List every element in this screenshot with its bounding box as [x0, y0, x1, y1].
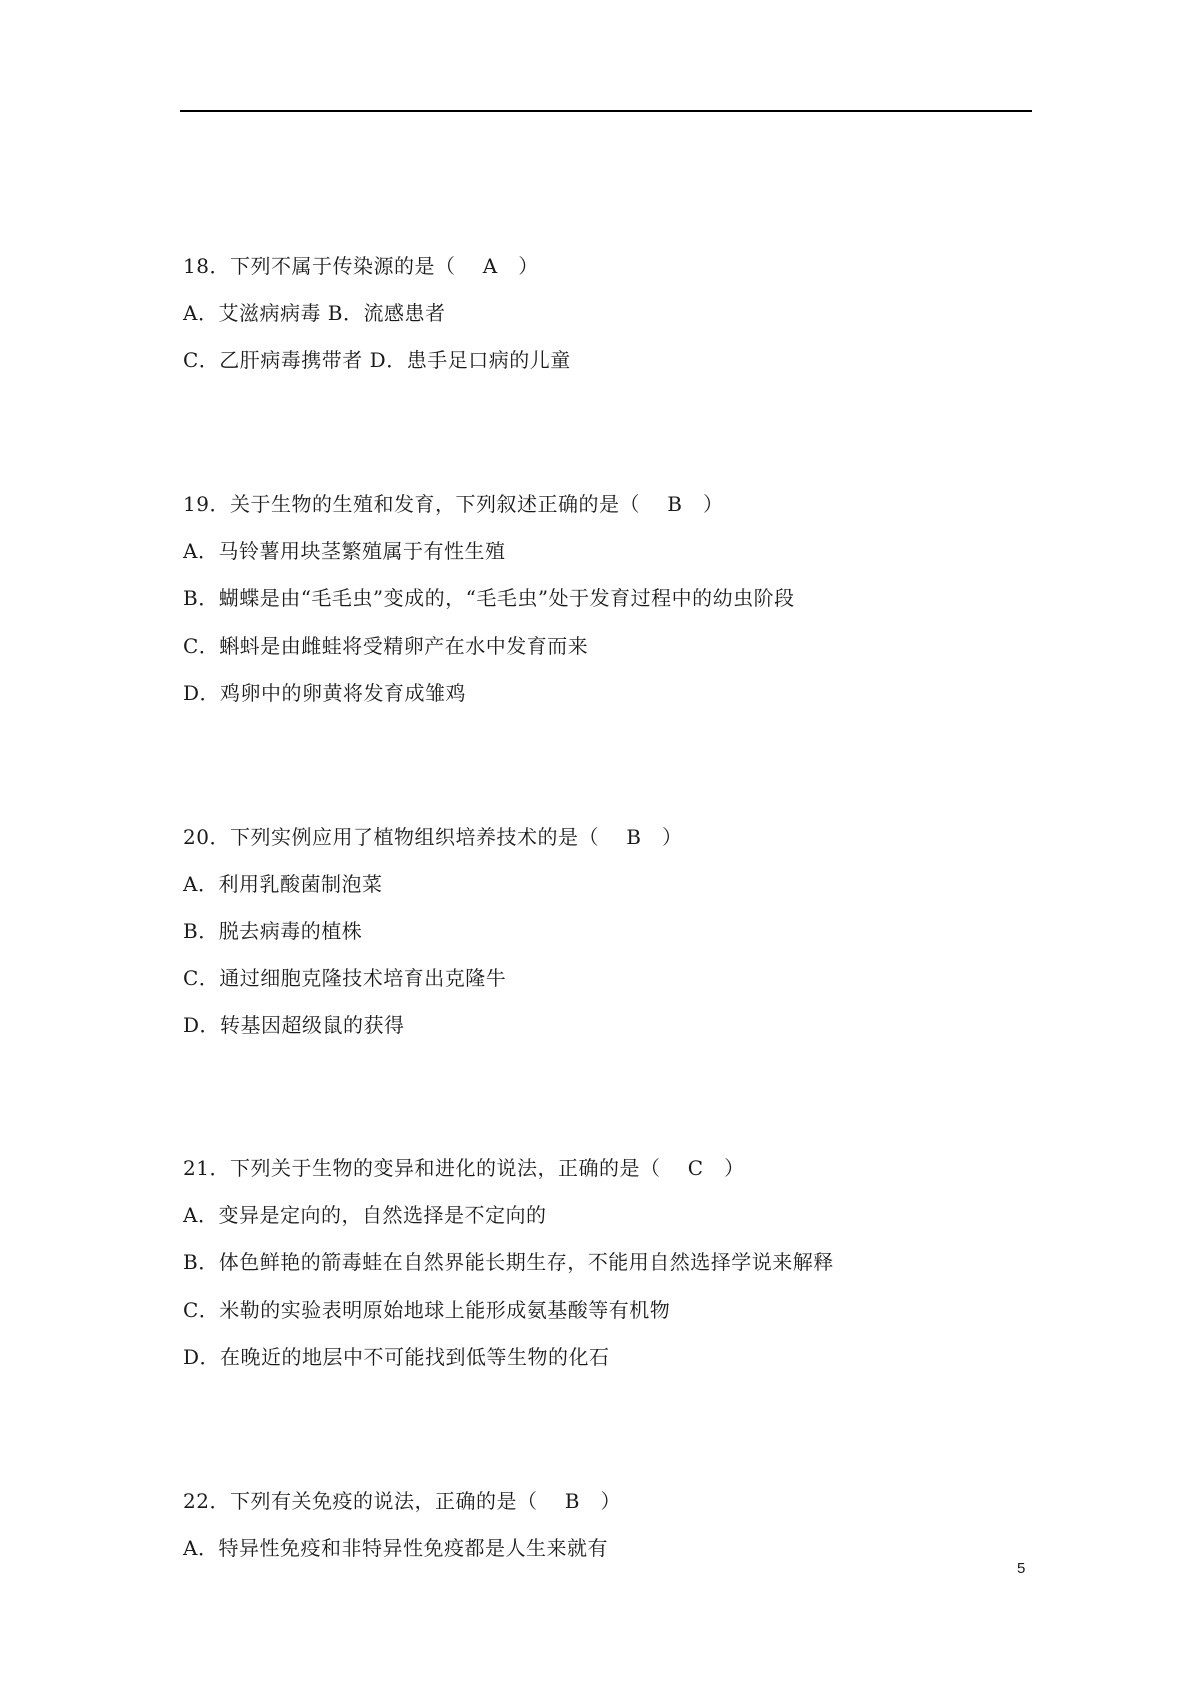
question-22-stem: 22．下列有关免疫的说法，正确的是（ B ）: [183, 1489, 622, 1513]
question-19-option-b: B．蝴蝶是由“毛毛虫”变成的，“毛毛虫”处于发育过程中的幼虫阶段: [183, 586, 795, 610]
question-21-option-d: D．在晚近的地层中不可能找到低等生物的化石: [183, 1345, 610, 1369]
question-19-stem: 19．关于生物的生殖和发育，下列叙述正确的是（ B ）: [183, 492, 724, 516]
question-18-options-row-1: A．艾滋病病毒 B．流感患者: [183, 301, 446, 325]
question-20-option-b: B．脱去病毒的植株: [183, 919, 363, 943]
question-20-option-c: C．通过细胞克隆技术培育出克隆牛: [183, 966, 507, 990]
header-rule: [180, 110, 1032, 112]
question-19-option-a: A．马铃薯用块茎繁殖属于有性生殖: [183, 539, 506, 563]
question-21-option-c: C．米勒的实验表明原始地球上能形成氨基酸等有机物: [183, 1298, 671, 1322]
question-20-stem: 20．下列实例应用了植物组织培养技术的是（ B ）: [183, 825, 683, 849]
question-18-stem: 18．下列不属于传染源的是（ A ）: [183, 254, 539, 278]
page-number: 5: [1017, 1560, 1026, 1577]
question-21-option-a: A．变异是定向的，自然选择是不定向的: [183, 1203, 547, 1227]
question-21-option-b: B．体色鲜艳的箭毒蛙在自然界能长期生存，不能用自然选择学说来解释: [183, 1250, 834, 1274]
question-20-option-d: D．转基因超级鼠的获得: [183, 1013, 405, 1037]
question-18-options-row-2: C．乙肝病毒携带者 D．患手足口病的儿童: [183, 348, 571, 372]
question-19-option-c: C．蝌蚪是由雌蛙将受精卵产在水中发育而来: [183, 634, 589, 658]
question-21-stem: 21．下列关于生物的变异和进化的说法，正确的是（ C ）: [183, 1156, 745, 1180]
question-19-option-d: D．鸡卵中的卵黄将发育成雏鸡: [183, 681, 467, 705]
question-20-option-a: A．利用乳酸菌制泡菜: [183, 872, 383, 896]
question-22-option-a: A．特异性免疫和非特异性免疫都是人生来就有: [183, 1536, 608, 1560]
